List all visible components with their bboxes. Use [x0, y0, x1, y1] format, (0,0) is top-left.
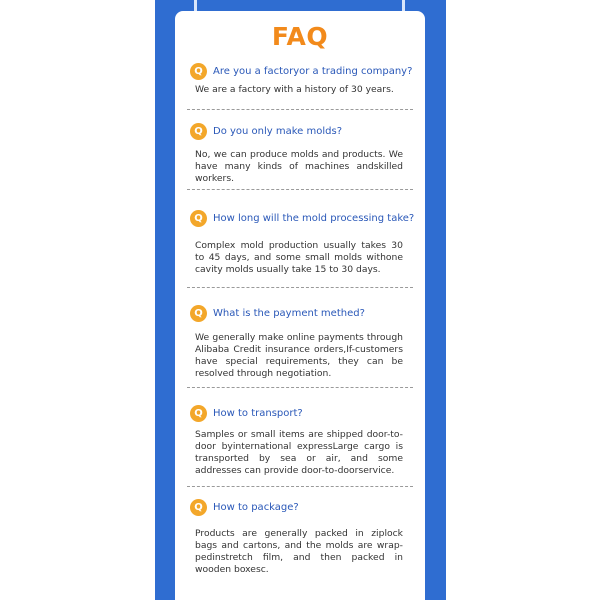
- faq-item-payment: [190, 303, 412, 323]
- answer-text: We generally make online payments through Alibaba Credit insurance orders,If-customers have special requirements, they can be resolved through negotiation.: [195, 332, 403, 379]
- question-text: Are you a factoryor a trading company?: [213, 65, 413, 77]
- question-text: How to transport?: [213, 407, 303, 419]
- question-icon: Q: [190, 210, 207, 227]
- faq-item-processing-time: [190, 208, 415, 228]
- dashed-divider: [187, 287, 413, 288]
- question-text: How to package?: [213, 501, 299, 513]
- question-row: [190, 61, 412, 81]
- question-icon: Q: [190, 499, 207, 516]
- question-row: [190, 303, 412, 323]
- question-icon: Q: [190, 405, 207, 422]
- question-icon: Q: [190, 63, 207, 80]
- question-row: [190, 121, 412, 141]
- question-text: How long will the mold processing take?: [213, 212, 415, 224]
- faq-item-package: [190, 497, 412, 517]
- question-row: [190, 208, 415, 228]
- dashed-divider: [187, 486, 413, 487]
- answer-text: Complex mold production usually takes 30 to 45 days, and some small molds withone cavity molds usually take 15 to 30 days.: [195, 240, 403, 275]
- faq-item-factory: [190, 61, 412, 81]
- answer-text: Samples or small items are shipped door-to-door byinternational expressLarge cargo is transported by sea or air, and some addresses can provide door-to-doorservice.: [195, 429, 403, 476]
- faq-item-molds: [190, 121, 412, 141]
- answer-text: We are a factory with a history of 30 years.: [195, 84, 394, 95]
- answer-text: Products are generally packed in ziplock bags and cartons, and the molds are wrap-pedinstretch film, and then packed in wooden boxesc.: [195, 528, 403, 575]
- dashed-divider: [187, 387, 413, 388]
- faq-card: [175, 11, 425, 600]
- dashed-divider: [187, 109, 413, 110]
- question-row: [190, 403, 412, 423]
- faq-item-transport: [190, 403, 412, 423]
- faq-title: FAQ: [271, 22, 329, 51]
- question-icon: Q: [190, 305, 207, 322]
- answer-text: No, we can produce molds and products. We have many kinds of machines andskilled workers.: [195, 149, 403, 184]
- question-text: What is the payment methed?: [213, 307, 365, 319]
- dashed-divider: [187, 189, 413, 190]
- question-text: Do you only make molds?: [213, 125, 343, 137]
- question-icon: Q: [190, 123, 207, 140]
- question-row: [190, 497, 412, 517]
